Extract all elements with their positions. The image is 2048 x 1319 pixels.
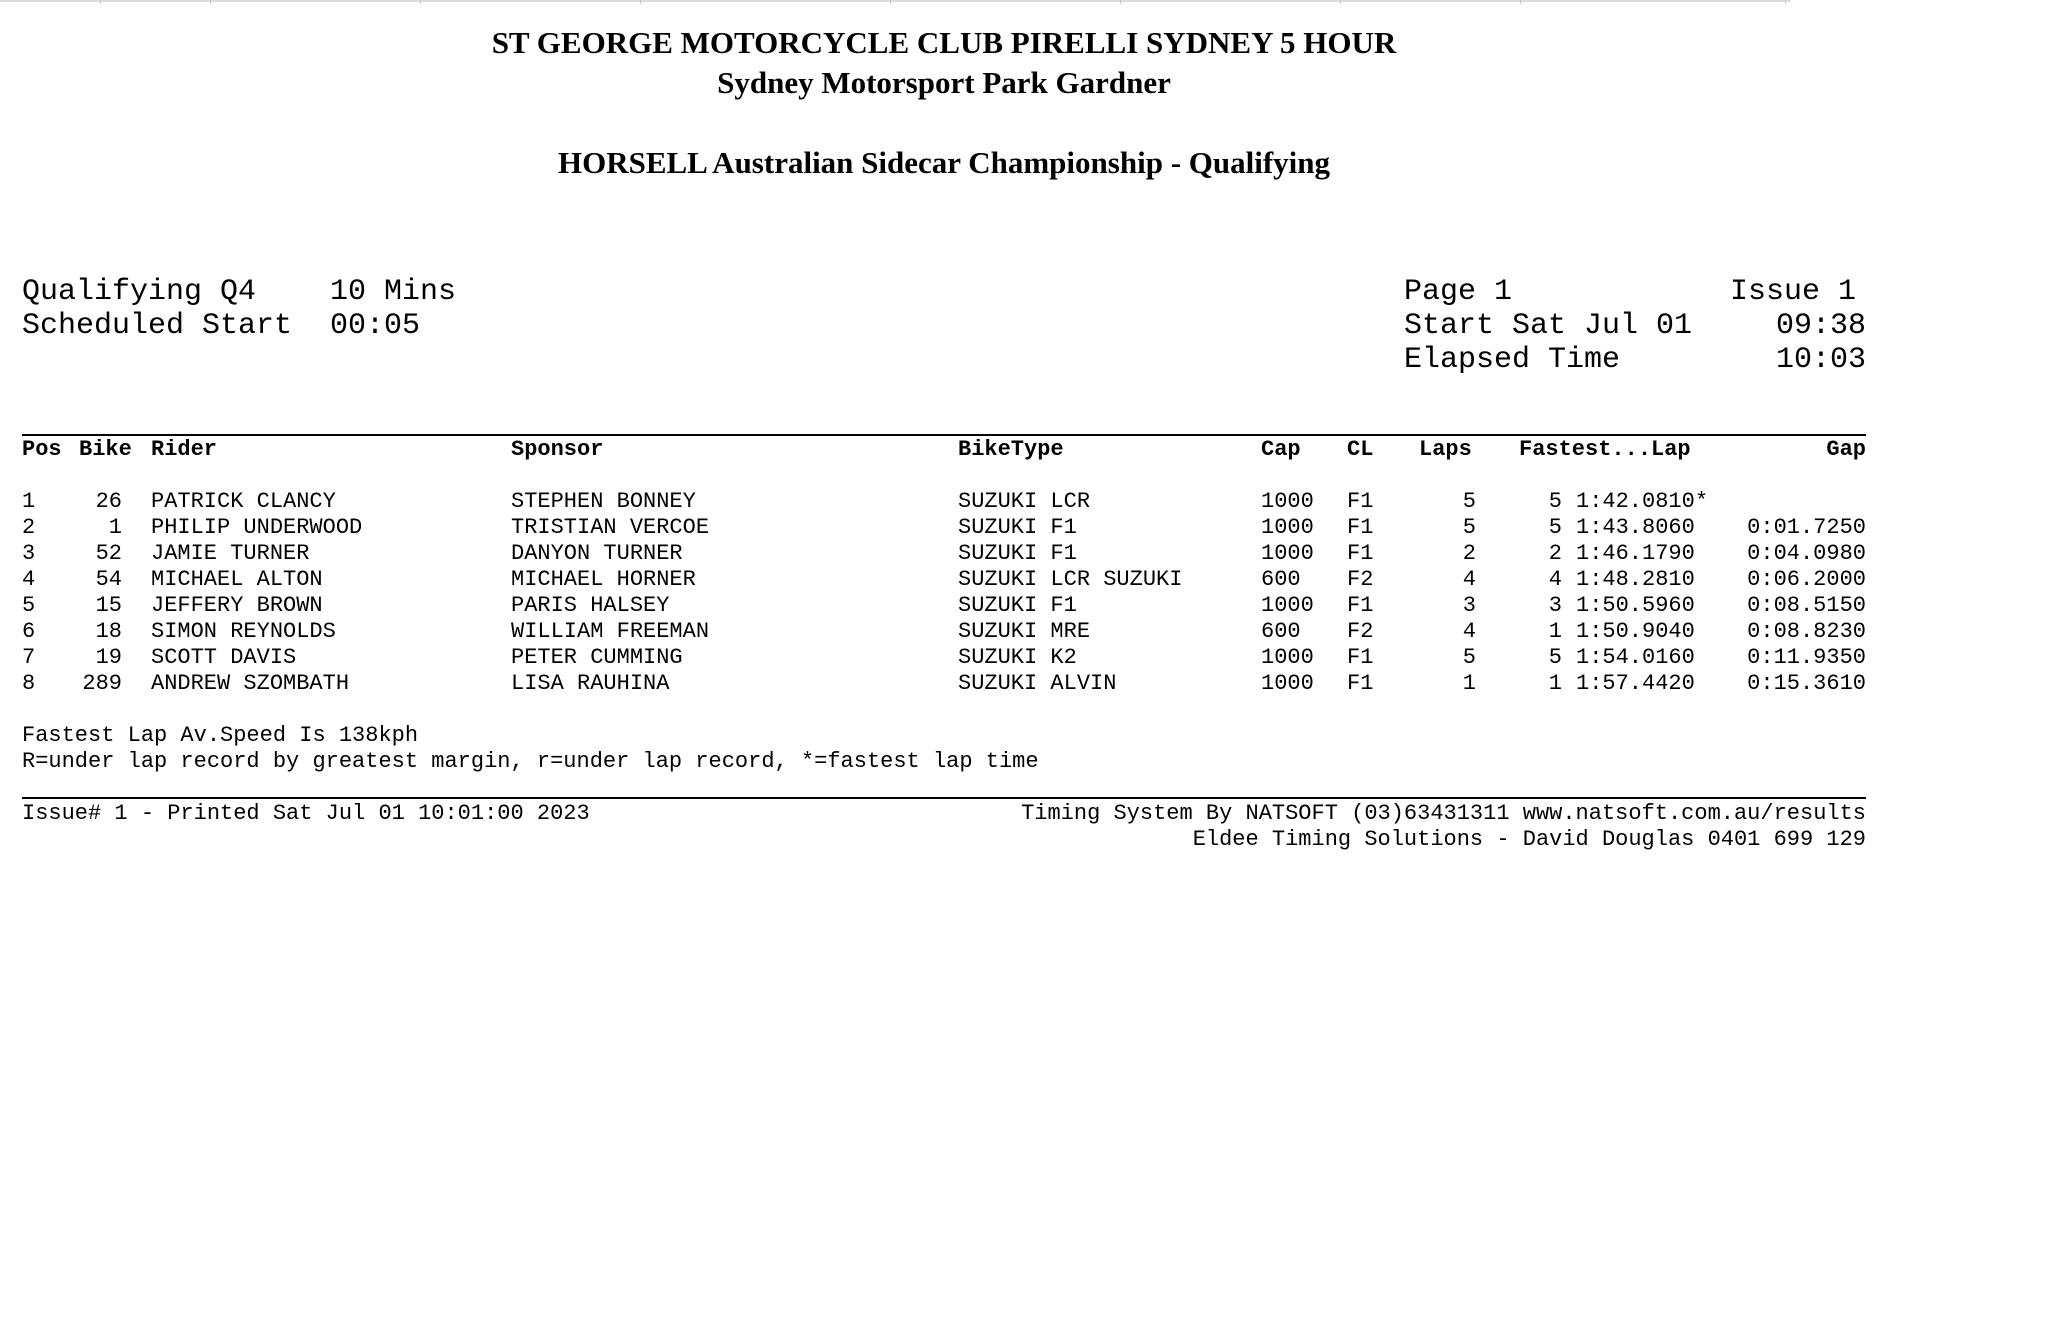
issue-label: Issue 1 [1730,275,1857,309]
cell-bike: 18 [95,619,122,644]
cell-laps: 4 [1462,619,1476,644]
cell-laptime: 1:48.2810 [1576,567,1695,592]
cell-laps: 3 [1462,593,1476,618]
cell-laptime: 1:50.9040 [1576,619,1695,644]
table-row [0,541,1900,567]
cell-gap: 0:15.3610 [1747,671,1866,696]
col-header-bike: Bike [79,437,132,462]
cell-bike: 19 [95,645,122,670]
cell-gap: 0:11.9350 [1747,645,1866,670]
cell-rider: MICHAEL ALTON [151,567,323,592]
elapsed-time: 10:03 [1775,343,1866,377]
cell-biketype: SUZUKI MRE [958,619,1091,644]
cell-lapno: 4 [1548,567,1562,592]
col-header-gap: Gap [1826,437,1866,462]
cell-biketype: SUZUKI LCR SUZUKI [958,567,1183,592]
col-header-fastest: Fastest...Lap [1519,437,1691,462]
legend-note: R=under lap record by greatest margin, r=under lap record, *=fastest lap time [22,749,1039,774]
cell-pos: 6 [22,619,36,644]
cell-sponsor: PARIS HALSEY [511,593,670,618]
table-row [0,619,1900,645]
timing-solutions: Eldee Timing Solutions - David Douglas 0401 699 129 [1192,827,1866,852]
cell-laptime: 1:46.1790 [1576,541,1695,566]
cell-rider: JEFFERY BROWN [151,593,323,618]
footer-rule [22,797,1866,799]
cell-bike: 1 [108,515,122,540]
fastest-speed-note: Fastest Lap Av.Speed Is 138kph [22,723,419,748]
cell-cl: F1 [1347,645,1374,670]
table-row [0,567,1900,593]
cell-cl: F1 [1347,489,1374,514]
cell-laps: 5 [1462,515,1476,540]
cell-cap: 600 [1261,619,1301,644]
cell-cap: 1000 [1261,593,1314,618]
cell-sponsor: STEPHEN BONNEY [511,489,696,514]
cell-biketype: SUZUKI F1 [958,593,1077,618]
issue-number: 1 [1838,275,1857,309]
cell-gap: 0:04.0980 [1747,541,1866,566]
col-header-sponsor: Sponsor [511,437,604,462]
cell-cl: F1 [1347,593,1374,618]
cell-sponsor: DANYON TURNER [511,541,683,566]
cell-cap: 1000 [1261,541,1314,566]
cell-biketype: SUZUKI F1 [958,515,1077,540]
cell-lapno: 1 [1548,619,1562,644]
col-header-pos: Pos [22,437,62,462]
cell-laptime: 1:50.5960 [1576,593,1695,618]
cell-cl: F1 [1347,671,1374,696]
cell-cap: 1000 [1261,515,1314,540]
col-header-biketype: BikeType [958,437,1064,462]
cell-laps: 5 [1462,489,1476,514]
cell-rider: SCOTT DAVIS [151,645,297,670]
cell-lapno: 5 [1548,489,1562,514]
cell-laps: 2 [1462,541,1476,566]
col-header-rider: Rider [151,437,218,462]
cell-pos: 3 [22,541,36,566]
cell-laps: 4 [1462,567,1476,592]
table-top-rule [22,434,1866,436]
cell-lapno: 2 [1548,541,1562,566]
cell-laptime: 1:43.8060 [1576,515,1695,540]
cell-pos: 4 [22,567,36,592]
cell-cl: F2 [1347,619,1374,644]
cell-lapno: 5 [1548,515,1562,540]
page-number: 1 [1494,275,1513,309]
cell-laptime: 1:54.0160 [1576,645,1695,670]
table-row [0,515,1900,541]
cell-cap: 600 [1261,567,1301,592]
printed-info: Issue# 1 - Printed Sat Jul 01 10:01:00 2023 [22,801,590,826]
cell-biketype: SUZUKI F1 [958,541,1077,566]
col-header-cap: Cap [1261,437,1301,462]
session-name: Qualifying Q4 [22,275,257,309]
cell-bike: 289 [82,671,122,696]
cell-laptime: 1:42.0810* [1576,489,1709,514]
scheduled-time: 00:05 [330,309,421,343]
cell-biketype: SUZUKI LCR [958,489,1091,514]
cell-lapno: 1 [1548,671,1562,696]
cell-rider: JAMIE TURNER [151,541,310,566]
cell-laps: 1 [1462,671,1476,696]
elapsed-label: Elapsed Time [1404,343,1621,377]
cell-cap: 1000 [1261,671,1314,696]
col-header-cl: CL [1347,437,1374,462]
cell-gap: 0:08.5150 [1747,593,1866,618]
cell-sponsor: MICHAEL HORNER [511,567,696,592]
cell-biketype: SUZUKI ALVIN [958,671,1117,696]
table-row [0,671,1900,697]
cell-cl: F1 [1347,541,1374,566]
cell-cap: 1000 [1261,489,1314,514]
cell-laps: 5 [1462,645,1476,670]
table-row [0,645,1900,671]
cell-sponsor: WILLIAM FREEMAN [511,619,710,644]
cell-pos: 7 [22,645,36,670]
cell-rider: SIMON REYNOLDS [151,619,336,644]
timing-credit: Timing System By NATSOFT (03)63431311 www.natsoft.com.au/results [1021,801,1866,826]
start-time: 09:38 [1775,309,1866,343]
cell-bike: 15 [95,593,122,618]
scheduled-label: Scheduled Start [22,309,293,343]
cell-gap: 0:08.8230 [1747,619,1866,644]
page-title: ST GEORGE MOTORCYCLE CLUB PIRELLI SYDNEY 5 HOUR [491,25,1397,60]
cell-bike: 52 [95,541,122,566]
cell-sponsor: LISA RAUHINA [511,671,670,696]
cell-cl: F2 [1347,567,1374,592]
cell-pos: 1 [22,489,36,514]
cell-biketype: SUZUKI K2 [958,645,1077,670]
session-duration: 10 Mins [330,275,457,309]
cell-pos: 2 [22,515,36,540]
cell-cl: F1 [1347,515,1374,540]
cell-bike: 26 [95,489,122,514]
table-row [0,489,1900,515]
cell-gap: 0:06.2000 [1747,567,1866,592]
cell-lapno: 5 [1548,645,1562,670]
start-label: Start Sat Jul 01 [1404,309,1693,343]
col-header-laps: Laps [1419,437,1472,462]
venue-title: Sydney Motorsport Park Gardner [717,65,1171,100]
cell-sponsor: TRISTIAN VERCOE [511,515,710,540]
cell-pos: 8 [22,671,36,696]
cell-gap: 0:01.7250 [1747,515,1866,540]
cell-rider: PHILIP UNDERWOOD [151,515,363,540]
cell-laptime: 1:57.4420 [1576,671,1695,696]
cell-bike: 54 [95,567,122,592]
page-label: Page 1 [1404,275,1513,309]
cell-cap: 1000 [1261,645,1314,670]
cell-lapno: 3 [1548,593,1562,618]
event-title: HORSELL Australian Sidecar Championship - Qualifying [557,145,1331,180]
cell-pos: 5 [22,593,36,618]
cell-rider: ANDREW SZOMBATH [151,671,350,696]
cell-rider: PATRICK CLANCY [151,489,336,514]
table-row [0,593,1900,619]
cell-sponsor: PETER CUMMING [511,645,683,670]
top-border [0,0,1790,2]
